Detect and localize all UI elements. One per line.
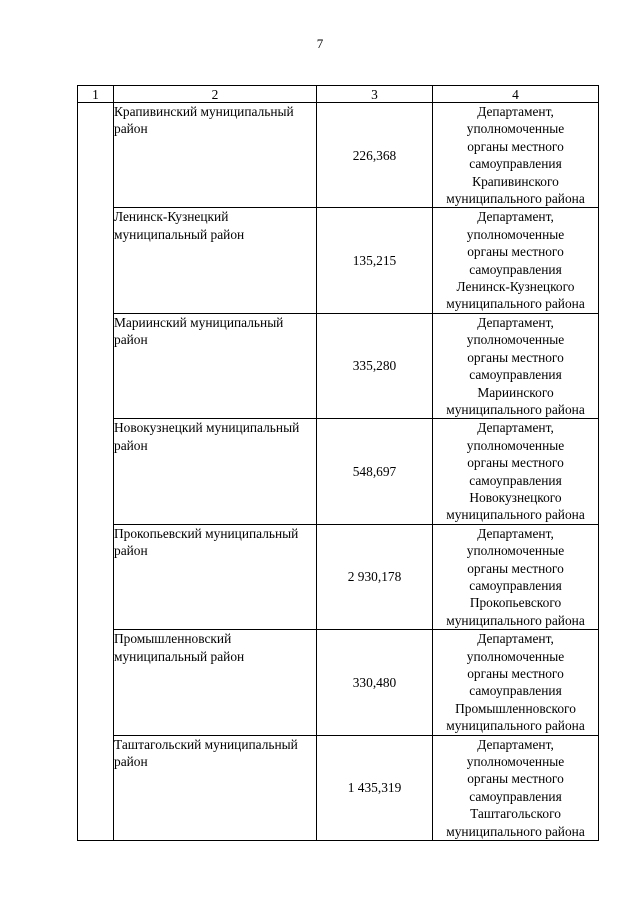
executor-line: уполномоченные bbox=[466, 226, 565, 242]
executor-line: Промышленновского bbox=[455, 700, 576, 716]
district-cell: Мариинский муниципальный район bbox=[114, 313, 317, 418]
table-row bbox=[78, 419, 599, 524]
district-cell: Новокузнецкий муниципальный район bbox=[114, 419, 317, 524]
executor-line: муниципального района bbox=[446, 401, 585, 417]
executor-line: уполномоченные bbox=[466, 648, 565, 664]
executor-cell bbox=[433, 630, 599, 735]
executor-line: самоуправления bbox=[469, 788, 562, 804]
amount-cell: 135,215 bbox=[317, 208, 433, 313]
executor-line: Мариинского bbox=[477, 384, 554, 400]
table-row bbox=[78, 208, 599, 313]
executor-line: самоуправления bbox=[469, 367, 562, 383]
amount-cell: 226,368 bbox=[317, 103, 433, 208]
executor-line: уполномоченные bbox=[466, 543, 565, 559]
district-cell: Промышленновский муниципальный район bbox=[114, 630, 317, 735]
executor-line: органы местного bbox=[467, 244, 564, 260]
district-cell: Крапивинский муниципальный район bbox=[114, 103, 317, 208]
executor-line: Департамент, bbox=[477, 314, 554, 330]
executor-line: Ленинск-Кузнецкого bbox=[456, 279, 575, 295]
executor-line: самоуправления bbox=[469, 156, 562, 172]
executor-line: Департамент, bbox=[477, 209, 554, 225]
executor-line: Департамент, bbox=[477, 525, 554, 541]
executor-line: органы местного bbox=[467, 666, 564, 681]
executor-line: Новокузнецкого bbox=[469, 489, 562, 505]
header-col-2: 2 bbox=[114, 86, 317, 103]
executor-line: самоуправления bbox=[469, 472, 562, 488]
executor-line: уполномоченные bbox=[466, 121, 565, 137]
executor-line: самоуправления bbox=[469, 577, 562, 593]
table-row bbox=[78, 313, 599, 418]
table-row bbox=[78, 735, 599, 840]
executor-line: уполномоченные bbox=[466, 754, 565, 770]
executor-line: Крапивинского bbox=[472, 173, 559, 189]
executor-line: муниципального района bbox=[446, 191, 585, 207]
header-col-4: 4 bbox=[433, 86, 599, 103]
executor-cell bbox=[433, 735, 599, 840]
executor-line: органы местного bbox=[467, 349, 564, 365]
executor-line: муниципального района bbox=[446, 718, 585, 734]
amount-cell: 1 435,319 bbox=[317, 735, 433, 840]
document-table bbox=[77, 85, 599, 841]
table-row bbox=[78, 524, 599, 629]
executor-line: Прокопьевского bbox=[469, 595, 562, 611]
amount-cell: 330,480 bbox=[317, 630, 433, 735]
table-row bbox=[78, 630, 599, 735]
executor-line: органы местного bbox=[467, 455, 564, 471]
executor-line: муниципального района bbox=[446, 823, 585, 839]
table-row bbox=[78, 103, 599, 208]
header-col-3: 3 bbox=[317, 86, 433, 103]
executor-line: Департамент, bbox=[477, 631, 554, 647]
amount-cell: 548,697 bbox=[317, 419, 433, 524]
executor-line: муниципального района bbox=[446, 296, 585, 312]
executor-line: органы местного bbox=[467, 560, 564, 576]
executor-line: уполномоченные bbox=[466, 332, 565, 348]
page-number: 7 bbox=[316, 36, 324, 51]
district-cell: Таштагольский муниципальный район bbox=[114, 735, 317, 840]
row-number-cell bbox=[78, 103, 114, 841]
executor-line: уполномоченные bbox=[466, 437, 565, 453]
header-col-1: 1 bbox=[78, 86, 114, 103]
amount-cell: 335,280 bbox=[317, 313, 433, 418]
executor-line: Таштагольского bbox=[470, 806, 561, 822]
executor-line: Департамент, bbox=[477, 736, 554, 752]
executor-line: самоуправления bbox=[469, 261, 562, 277]
executor-cell bbox=[433, 103, 599, 208]
executor-line: органы местного bbox=[467, 138, 564, 154]
executor-line: самоуправления bbox=[469, 683, 562, 699]
amount-cell: 2 930,178 bbox=[317, 524, 433, 629]
executor-cell bbox=[433, 524, 599, 629]
executor-line: Департамент, bbox=[477, 420, 554, 436]
executor-cell bbox=[433, 208, 599, 313]
executor-line: муниципального района bbox=[446, 612, 585, 628]
executor-cell bbox=[433, 419, 599, 524]
district-cell: Прокопьевский муниципальный район bbox=[114, 524, 317, 629]
table-header-row bbox=[78, 86, 599, 103]
district-cell: Ленинск-Кузнецкий муниципальный район bbox=[114, 208, 317, 313]
executor-line: муниципального района bbox=[446, 507, 585, 523]
executor-line: органы местного bbox=[467, 771, 564, 787]
executor-line: Департамент, bbox=[477, 104, 554, 119]
executor-cell bbox=[433, 313, 599, 418]
